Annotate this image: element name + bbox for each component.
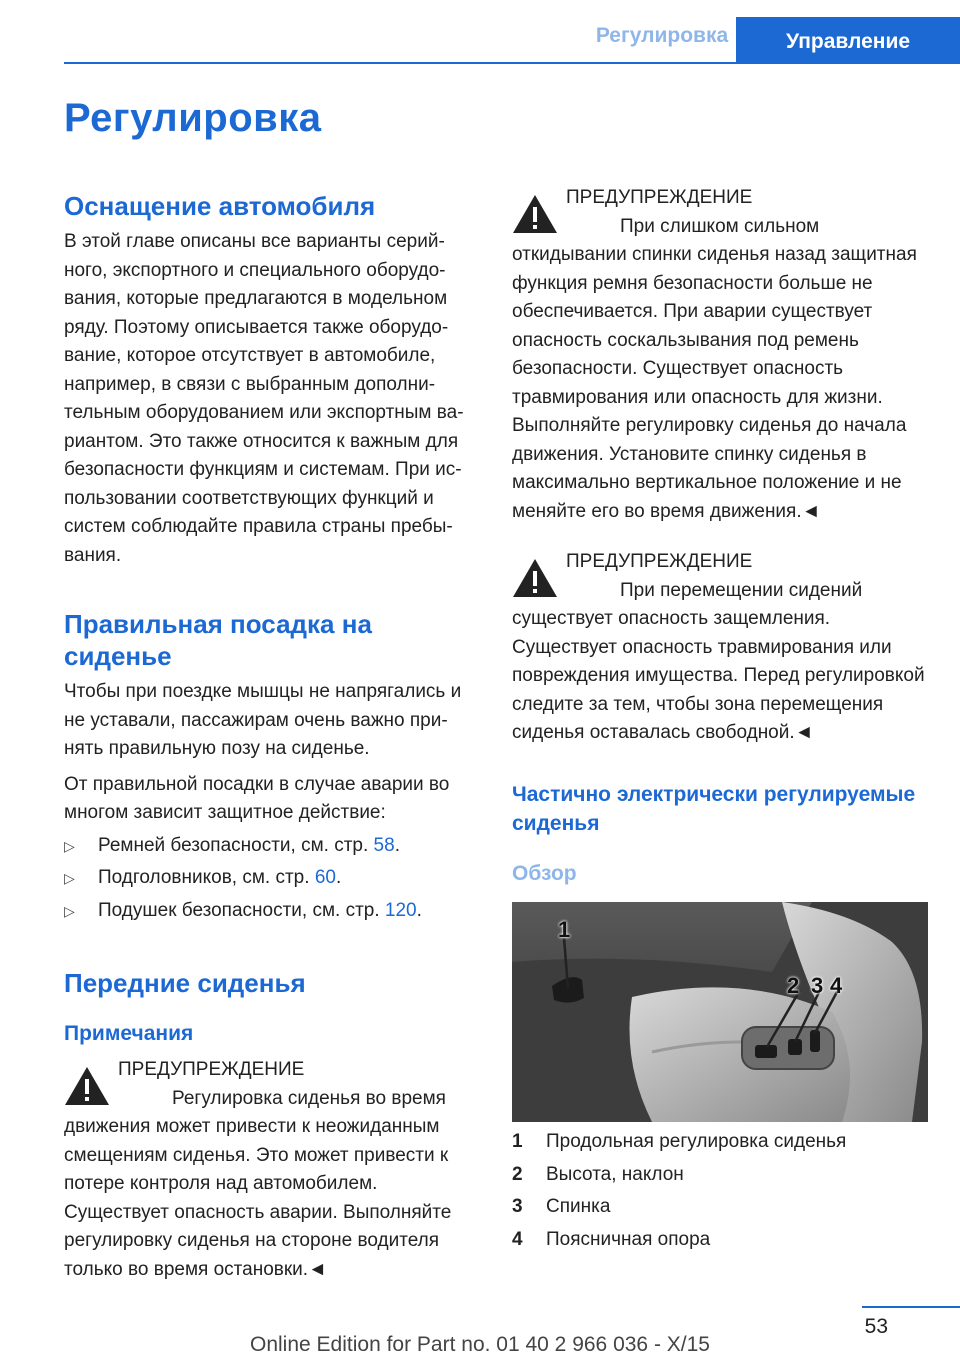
warning-text: При перемещении сидений существует опасность защемления. Существует опасность травмирования или повреждения имущества. Перед регулировкой следите за тем, чтобы зона перемещения сиденья оставалась свободной.◄	[512, 579, 925, 743]
legend-text: Спинка	[546, 1196, 611, 1217]
list-item: ▷ Подголовников, см. стр. 60.	[64, 864, 476, 893]
warning-text: Регулировка сиденья во время движения может привести к неожиданным смещениям сиденья. Это может привести к потере контроля над автомобилем. Существует опасность аварии. Выполняйте регулировку сиденья на стороне водителя только во время остановки.◄	[64, 1087, 452, 1280]
footer-edition: Online Edition for Part no. 01 40 2 966 036 - X/15	[250, 1333, 710, 1356]
seat-illustration	[512, 902, 928, 1122]
warning-title: ПРЕДУПРЕЖДЕНИЕ	[566, 187, 753, 208]
legend-item	[512, 1161, 928, 1190]
legend-item	[512, 1128, 928, 1157]
page-number: 53	[864, 1315, 888, 1338]
warning-triangle-icon	[64, 1066, 110, 1106]
seat-controls-figure	[512, 902, 928, 1122]
overview-heading: Обзор	[512, 861, 577, 885]
page-link-58[interactable]: 58	[373, 834, 395, 856]
header-chapter-tab[interactable]: Управление	[736, 17, 960, 63]
bullet-triangle-icon: ▷	[64, 837, 75, 854]
posture-para-2: От правильной посадки в случае аварии во многом зависит защитное действие:	[64, 773, 450, 823]
warning-title: ПРЕДУПРЕЖДЕНИЕ	[118, 1059, 305, 1080]
legend-item	[512, 1193, 928, 1222]
right-column	[512, 184, 928, 1254]
header-rule	[64, 62, 960, 64]
left-column	[64, 190, 476, 1284]
warning-text: При слишком сильном откидывании спинки сиденья назад защитная функция ремня безопасности больше не обеспечивается. При аварии существует опасность соскальзывания под ремень безопасности. Существует опасность травмирования или опасность для жизни. Выполняйте регулировку сиденья до начала движения. Установите спинку сиденья в максимально вертикальное положение и не меняйте его во время движения.◄	[512, 215, 917, 522]
page-title: Регулировка	[64, 96, 322, 140]
legend-number: 3	[512, 1196, 523, 1217]
legend-number: 4	[512, 1228, 523, 1250]
figure-callout-3: 3	[811, 973, 824, 998]
partial-electric-heading: Частично электрически регулируемые сиденья	[512, 782, 916, 835]
figure-callout-2: 2	[787, 973, 800, 998]
list-item: ▷ Подушек безопасности, см. стр. 120.	[64, 897, 476, 926]
page-header	[0, 0, 960, 64]
notes-heading: Примечания	[64, 1022, 194, 1045]
list-item: ▷ Ремней безопасности, см. стр. 58.	[64, 832, 476, 861]
list-item-text: Подушек безопасности, см. стр.	[98, 899, 385, 921]
warning-block	[64, 1056, 476, 1284]
equipment-text: В этой главе описаны все варианты серийного, экспортного и специального оборудования, которые предлагаются в модельном ряду. Поэтому описывается также оборудование, которое отсутствует в автомобиле, например, в связи с выбранным дополнительным оборудованием или экспортным вариантом. Это также относится к важным для безопасности функциям и системам. При использовании соответствующих функций и систем соблюдайте правила страны пребывания.	[64, 231, 464, 566]
header-section-label: Регулировка	[595, 24, 729, 47]
page-link-120[interactable]: 120	[384, 899, 417, 921]
footer-rule	[862, 1306, 960, 1308]
legend-text: Поясничная опора	[546, 1228, 711, 1250]
figure-callout-4: 4	[830, 973, 843, 998]
equipment-heading: Оснащение автомобиля	[64, 191, 376, 221]
warning-triangle-icon	[512, 558, 558, 598]
legend-text: Высота, наклон	[546, 1163, 684, 1185]
bullet-triangle-icon: ▷	[64, 870, 75, 886]
front-seats-heading: Передние сиденья	[64, 968, 306, 998]
posture-para-1: Чтобы при поездке мышцы не напрягались и не уставали, пассажирам очень важно принять правильную позу на сиденье.	[64, 681, 462, 759]
page-link-60[interactable]: 60	[314, 867, 336, 888]
legend-number: 2	[512, 1163, 523, 1185]
warning-block	[512, 184, 928, 526]
warning-block	[512, 548, 928, 748]
list-item-text: Ремней безопасности, см. стр.	[98, 834, 374, 856]
legend-number: 1	[512, 1131, 523, 1152]
warning-triangle-icon	[512, 194, 558, 234]
warning-title: ПРЕДУПРЕЖДЕНИЕ	[566, 551, 753, 572]
list-item-text: Подголовников, см. стр.	[98, 867, 315, 888]
bullet-triangle-icon: ▷	[64, 902, 75, 919]
legend-text: Продольная регулировка сиденья	[546, 1131, 847, 1152]
posture-heading: Правильная посадка на сиденье	[64, 609, 372, 671]
legend-item	[512, 1226, 928, 1255]
figure-callout-1: 1	[558, 917, 571, 942]
